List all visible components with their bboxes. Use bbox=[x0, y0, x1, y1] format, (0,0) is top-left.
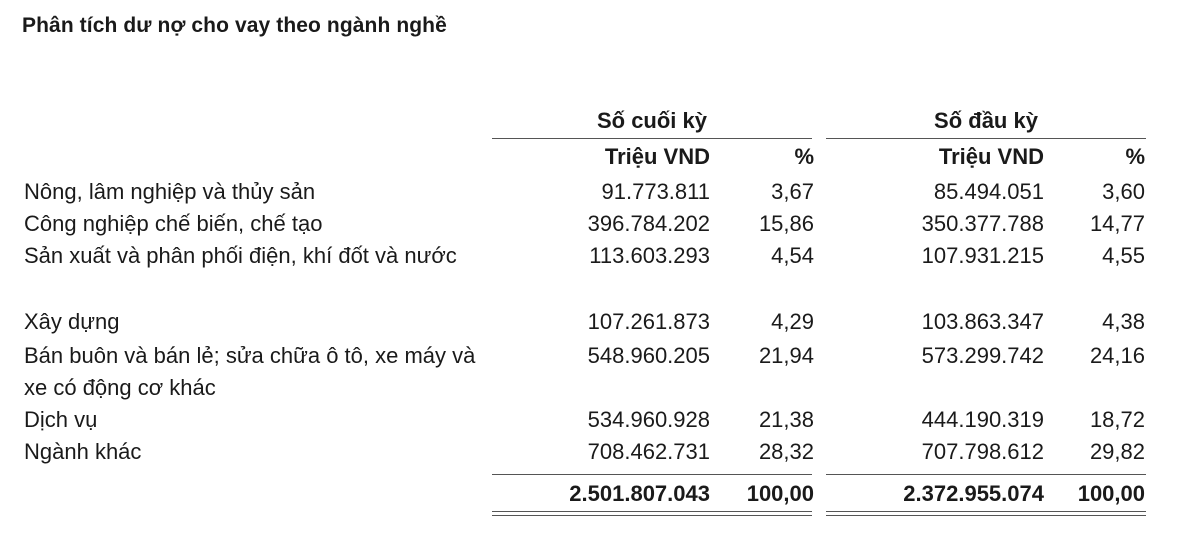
end-percent: 28,32 bbox=[758, 439, 814, 464]
end-percent: 3,67 bbox=[771, 179, 814, 204]
end-value: 91.773.811 bbox=[601, 179, 710, 204]
end-percent: 15,86 bbox=[758, 211, 814, 236]
end-value: 396.784.202 bbox=[587, 211, 710, 236]
start-value: 707.798.612 bbox=[921, 439, 1044, 464]
subheader-start-unit: Triệu VND bbox=[938, 144, 1044, 169]
end-percent: 4,54 bbox=[771, 243, 814, 268]
end-value: 534.960.928 bbox=[587, 407, 710, 432]
start-value: 444.190.319 bbox=[921, 407, 1044, 432]
subheader-start-percent: % bbox=[1125, 144, 1145, 169]
end-value: 708.462.731 bbox=[587, 439, 710, 464]
end-percent: 4,29 bbox=[771, 309, 814, 334]
end-percent: 21,38 bbox=[758, 407, 814, 432]
start-percent: 4,55 bbox=[1102, 243, 1145, 268]
start-percent: 14,77 bbox=[1089, 211, 1145, 236]
total-start-value: 2.372.955.074 bbox=[903, 481, 1044, 506]
double-underline-end bbox=[492, 511, 812, 516]
row-label: Công nghiệp chế biến, chế tạo bbox=[24, 211, 323, 236]
subheader-end-percent: % bbox=[794, 144, 814, 169]
start-value: 350.377.788 bbox=[921, 211, 1044, 236]
total-start-percent: 100,00 bbox=[1077, 481, 1145, 506]
start-percent: 29,82 bbox=[1089, 439, 1145, 464]
total-rule-end bbox=[492, 474, 812, 475]
subheader-end-unit: Triệu VND bbox=[604, 144, 710, 169]
end-value: 107.261.873 bbox=[587, 309, 710, 334]
end-percent: 21,94 bbox=[758, 343, 814, 368]
total-rule-start bbox=[826, 474, 1146, 475]
total-end-percent: 100,00 bbox=[746, 481, 814, 506]
start-value: 85.494.051 bbox=[933, 179, 1044, 204]
row-label: Xây dựng bbox=[24, 309, 120, 334]
end-value: 113.603.293 bbox=[589, 243, 710, 268]
row-label: Dịch vụ bbox=[24, 407, 98, 432]
start-percent: 24,16 bbox=[1089, 343, 1145, 368]
header-start-of-period: Số đầu kỳ bbox=[826, 108, 1146, 139]
start-value: 103.863.347 bbox=[921, 309, 1044, 334]
row-label: Ngành khác bbox=[24, 439, 142, 464]
header-end-of-period: Số cuối kỳ bbox=[492, 108, 812, 139]
page-title: Phân tích dư nợ cho vay theo ngành nghề bbox=[22, 14, 447, 37]
end-value: 548.960.205 bbox=[587, 343, 710, 368]
start-value: 107.931.215 bbox=[921, 243, 1044, 268]
start-percent: 18,72 bbox=[1089, 407, 1145, 432]
double-underline-start bbox=[826, 511, 1146, 516]
row-label: Sản xuất và phân phối điện, khí đốt và nước bbox=[24, 243, 457, 268]
start-percent: 3,60 bbox=[1102, 179, 1145, 204]
row-label: Bán buôn và bán lẻ; sửa chữa ô tô, xe máy và xe có động cơ khác bbox=[24, 343, 476, 400]
total-end-value: 2.501.807.043 bbox=[569, 481, 710, 506]
start-value: 573.299.742 bbox=[921, 343, 1044, 368]
row-label: Nông, lâm nghiệp và thủy sản bbox=[24, 179, 316, 204]
start-percent: 4,38 bbox=[1102, 309, 1145, 334]
